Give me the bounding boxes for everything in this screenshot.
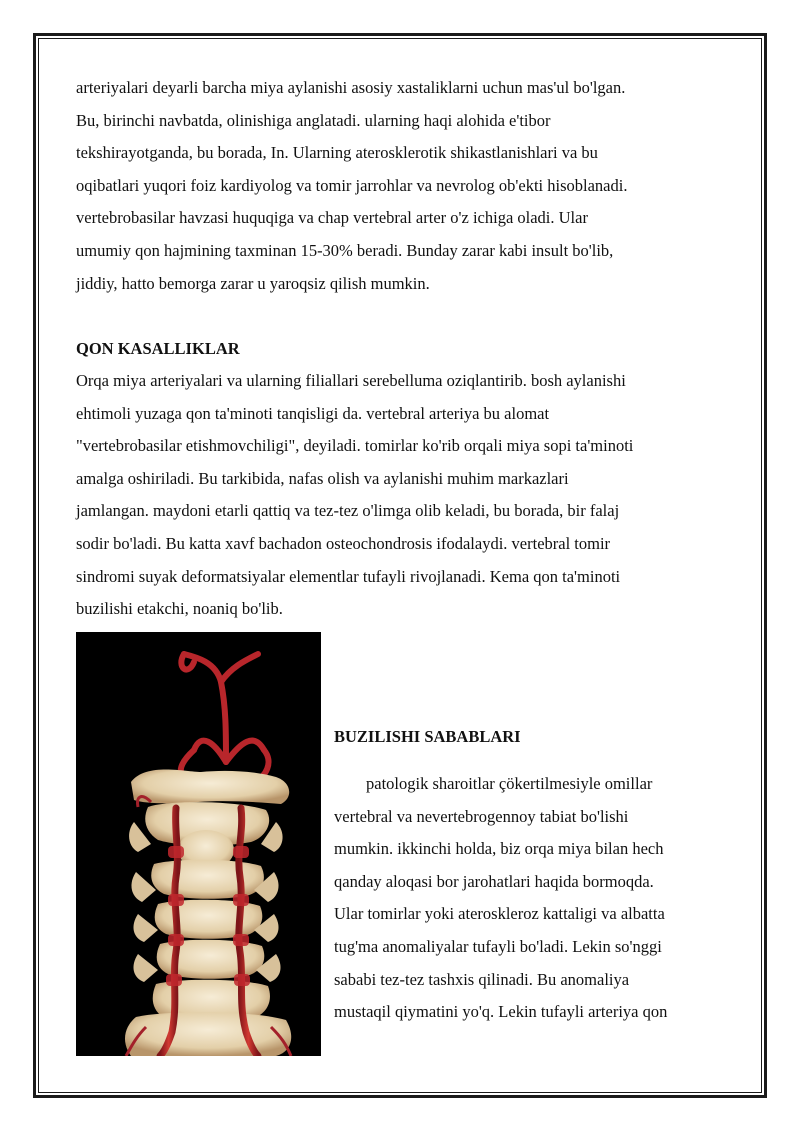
text-line: vertebrobasilar havzasi huquqiga va chap vertebral arter o'z ichiga oladi. Ular	[76, 208, 588, 228]
spine-artery-illustration	[76, 632, 321, 1056]
text-line: sindromi suyak deformatsiyalar elementlar tufayli rivojlanadi. Kema qon ta'minoti	[76, 566, 621, 586]
text-line: sodir bo'ladi. Bu katta xavf bachadon osteochondrosis ifodalaydi. vertebral tomir	[76, 533, 611, 553]
text-line: Orqa miya arteriyalari va ularning filiallari serebelluma oziqlantirib. bosh aylanishi	[76, 371, 626, 390]
text-line: buzilishi etakchi, noaniq bo'lib.	[76, 599, 283, 619]
text-line: tekshirayotganda, bu borada, In. Ularning aterosklerotik shikastlanishlari va bu	[76, 143, 598, 163]
text-line: jiddiy, hatto bemorga zarar u yaroqsiz qilish mumkin.	[76, 273, 430, 293]
section-heading-buzilishi-sabablari: BUZILISHI SABABLARI	[334, 727, 521, 746]
text-line: tug'ma anomaliyalar tufayli bo'ladi. Lekin so'nggi	[334, 936, 662, 956]
text-line: vertebral va nevertebrogennoy tabiat bo'lishi	[334, 806, 629, 826]
atlas-vertebra	[131, 770, 289, 805]
paragraph-qon-kasalliklar	[76, 365, 726, 626]
text-line: patologik sharoitlar çökertilmesiyle omillar	[366, 774, 653, 793]
text-line: sababi tez-tez tashxis qilinadi. Bu anomaliya	[334, 969, 630, 989]
paragraph-buzilishi-sabablari	[334, 768, 729, 1029]
text-line: arteriyalari deyarli barcha miya aylanishi asosiy xastaliklarni uchun mas'ul bo'lgan.	[76, 78, 626, 97]
text-line: jamlangan. maydoni etarli qattiq va tez-tez o'limga olib keladi, bu borada, bir falaj	[76, 501, 620, 521]
text-line: Bu, birinchi navbatda, olinishiga anglatadi. ularning haqi alohida e'tibor	[76, 110, 551, 130]
text-line: "vertebrobasilar etishmovchiligi", deyiladi. tomirlar ko'rib orqali miya sopi ta'minoti	[76, 436, 634, 456]
text-line: umumiy qon hajmining taxminan 15-30% beradi. Bunday zarar kabi insult bo'lib,	[76, 240, 614, 260]
text-line: mumkin. ikkinchi holda, biz orqa miya bilan hech	[334, 839, 664, 859]
text-line: mustaqil qiymatini yo'q. Lekin tufayli arteriya qon	[334, 1002, 668, 1022]
text-line: oqibatlari yuqori foiz kardiyolog va tomir jarrohlar va nevrolog ob'ekti hisoblanadi.	[76, 175, 628, 195]
section-heading-qon-kasalliklar: QON KASALLIKLAR	[76, 339, 240, 358]
spine-artery-image	[76, 632, 321, 1056]
text-line: amalga oshiriladi. Bu tarkibida, nafas olish va aylanishi muhim markazlari	[76, 468, 569, 488]
text-line: qanday aloqasi bor jarohatlari haqida bormoqda.	[334, 871, 654, 891]
text-line: Ular tomirlar yoki ateroskleroz kattaligi va albatta	[334, 904, 665, 924]
text-line: ehtimoli yuzaga qon ta'minoti tanqisligi da. vertebral arteriya bu alomat	[76, 403, 550, 423]
paragraph-intro	[76, 72, 726, 300]
